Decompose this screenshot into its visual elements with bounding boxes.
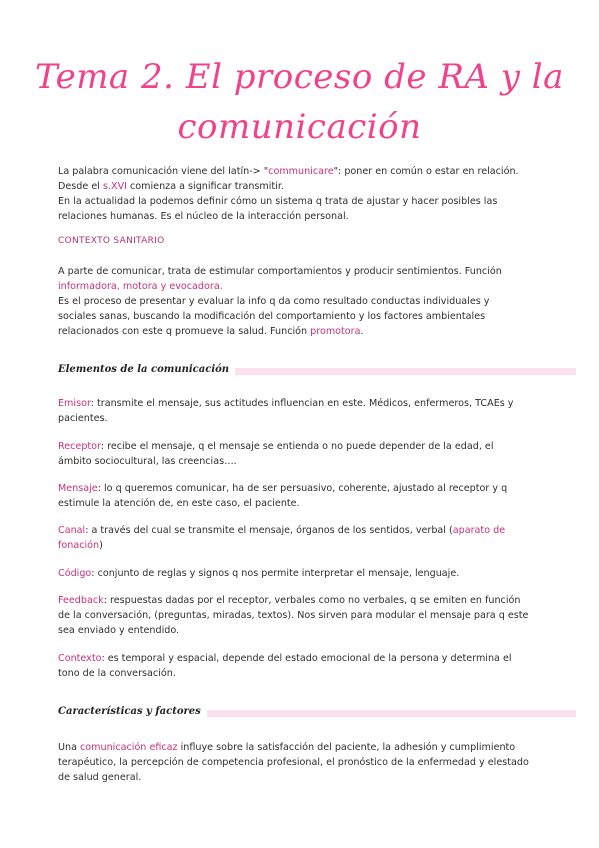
highlight-term: communicare [268,166,334,177]
section-heading-elementos [58,362,576,378]
element-emisor: Emisor: transmite el mensaje, sus actitudes influencian en este. Médicos, enfermeros, TCAEs y pacientes. [58,398,514,424]
text-line: En la actualidad la podemos definir cómo un sistema q trata de ajustar y hacer posibles las [58,196,498,207]
text-line: A parte de comunicar, trata de estimular comportamientos y producir sentimientos. Función [58,266,502,277]
element-canal: Canal: a través del cual se transmite el mensaje, órganos de los sentidos, verbal (aparato de fonación) [58,525,506,551]
element-feedback: Feedback: respuestas dadas por el receptor, verbales como no verbales, q se emiten en función de la conversación, (preguntas, miradas, textos). Nos sirven para modular el mensaje para q este sea enviado y entendido. [58,595,529,636]
highlight-term: comunicación eficaz [80,742,178,753]
text-line: Desde el s.XVI comienza a significar transmitir. [58,181,284,192]
term-receptor: Receptor [58,441,101,452]
section-title: Características y factores [58,704,207,720]
term-emisor: Emisor [58,398,91,409]
element-contexto: Contexto: es temporal y espacial, depende del estado emocional de la persona y determina el tono de la conversación. [58,653,512,679]
section-heading-caracteristicas [58,704,576,720]
page-title [0,52,599,152]
term-feedback: Feedback [58,595,104,606]
element-codigo: Código: conjunto de reglas y signos q nos permite interpretar el mensaje, lenguaje. [58,568,460,579]
text-line: sociales sanas, buscando la modificación del comportamiento y los factores ambientales [58,311,486,322]
contexto-label: CONTEXTO SANITARIO [58,236,165,246]
term-canal: Canal [58,525,86,536]
highlight-term: informadora, motora y evocadora. [58,281,223,292]
section-title: Elementos de la comunicación [58,362,235,378]
text-line: relacionados con este q promueve la salud. Función promotora. [58,326,364,337]
term-contexto: Contexto [58,653,102,664]
text-line: Es el proceso de presentar y evaluar la info q da como resultado conductas individuales y [58,296,490,307]
term-mensaje: Mensaje [58,483,98,494]
text-line: relaciones humanas. Es el núcleo de la interacción personal. [58,211,349,222]
title-line-2: comunicación [177,107,422,147]
element-mensaje: Mensaje: lo q queremos comunicar, ha de ser persuasivo, coherente, ajustado al receptor y q estimule la atención de, en este caso, el paciente. [58,483,508,509]
intro-paragraph [58,164,548,224]
term-codigo: Código [58,568,92,579]
contexto-paragraph [58,264,548,339]
highlight-term: promotora [310,326,361,337]
element-receptor: Receptor: recibe el mensaje, q el mensaje se entienda o no puede depender de la edad, el ámbito sociocultural, las creencias…. [58,441,494,467]
highlight-term: s.XVI [102,181,127,192]
final-paragraph: Una comunicación eficaz influye sobre la satisfacción del paciente, la adhesión y cumplimiento terapéutico, la percepción de competencia profesional, el pronóstico de la enfermedad y elestado de salud general. [58,742,529,783]
title-line-1: Tema 2. El proceso de RA y la [35,57,564,97]
text-line: La palabra comunicación viene del latín-> "communicare": poner en común o estar en relación. [58,166,519,177]
